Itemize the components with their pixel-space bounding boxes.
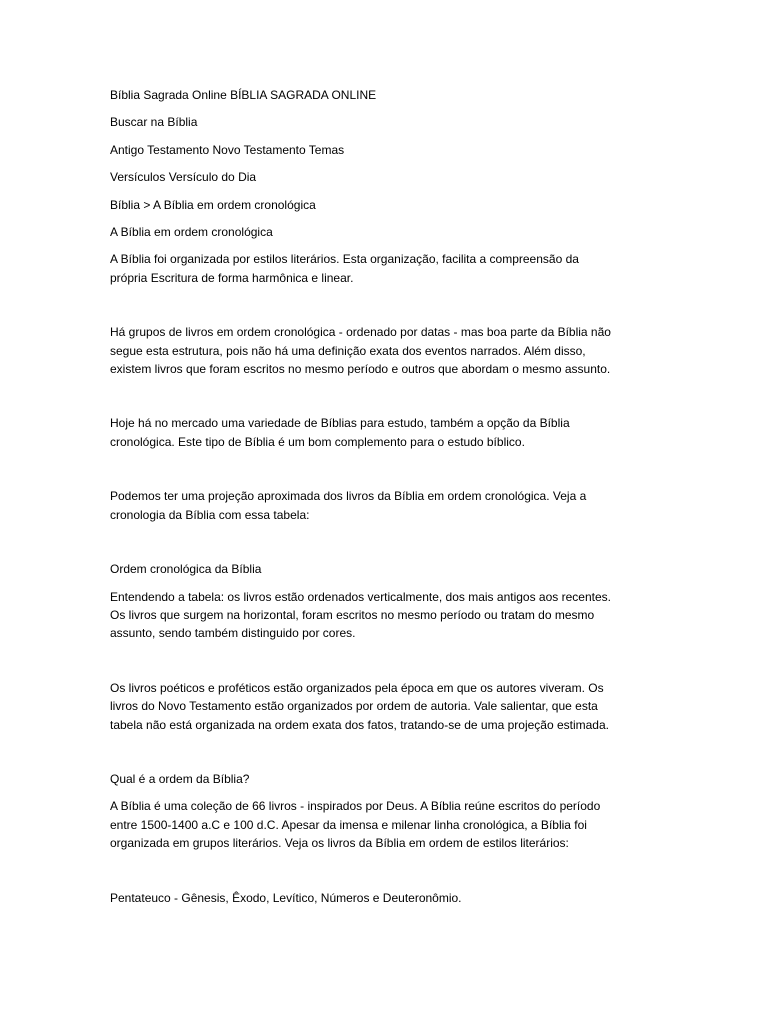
paragraph-table-explanation — [110, 588, 650, 643]
paragraph-line: Há grupos de livros em ordem cronológica - ordenado por datas - mas boa parte da Bíblia não — [110, 325, 611, 340]
nav-testaments[interactable]: Antigo Testamento Novo Testamento Temas — [110, 142, 345, 157]
paragraph-projection — [110, 487, 650, 524]
paragraph-line: própria Escritura de forma harmônica e linear. — [110, 270, 354, 285]
paragraph-line: Hoje há no mercado uma variedade de Bíblias para estudo, também a opção da Bíblia — [110, 416, 570, 431]
paragraph-line: existem livros que foram escritos no mesmo período e outros que abordam o mesmo assunto. — [110, 362, 611, 377]
table-heading: Ordem cronológica da Bíblia — [110, 562, 262, 577]
paragraph-line: entre 1500-1400 a.C e 100 d.C. Apesar da imensa e milenar linha cronológica, a Bíblia foi — [110, 817, 587, 832]
paragraph-line: segue esta estrutura, pois não há uma definição exata dos eventos narrados. Além disso, — [110, 343, 586, 358]
paragraph-line: Os livros que surgem na horizontal, foram escritos no mesmo período ou tratam do mesmo — [110, 607, 595, 622]
paragraph-line: tabela não está organizada na ordem exata dos fatos, tratando-se de uma projeção estimada. — [110, 717, 609, 732]
paragraph-line: cronologia da Bíblia com essa tabela: — [110, 507, 310, 522]
paragraph-line: A Bíblia é uma coleção de 66 livros - inspirados por Deus. A Bíblia reúne escritos do período — [110, 799, 601, 814]
article-title: A Bíblia em ordem cronológica — [110, 225, 273, 240]
document-page — [110, 86, 650, 916]
paragraph-market — [110, 414, 650, 451]
paragraph-line: assunto, sendo também distinguido por cores. — [110, 626, 356, 641]
paragraph-poetic-books — [110, 679, 650, 734]
paragraph-intro — [110, 250, 650, 287]
pentateuco-line: Pentateuco - Gênesis, Êxodo, Levítico, Números e Deuteronômio. — [110, 890, 462, 905]
paragraph-groups — [110, 323, 650, 378]
paragraph-bible-collection — [110, 797, 650, 852]
site-title: Bíblia Sagrada Online BÍBLIA SAGRADA ONLINE — [110, 88, 377, 102]
search-link[interactable]: Buscar na Bíblia — [110, 115, 198, 130]
paragraph-line: Os livros poéticos e proféticos estão organizados pela época em que os autores viveram. Os — [110, 680, 604, 695]
paragraph-line: organizada em grupos literários. Veja os livros da Bíblia em ordem de estilos literários: — [110, 836, 569, 851]
paragraph-line: Podemos ter uma projeção aproximada dos livros da Bíblia em ordem cronológica. Veja a — [110, 489, 587, 504]
paragraph-line: Entendendo a tabela: os livros estão ordenados verticalmente, dos mais antigos aos recentes. — [110, 589, 611, 604]
paragraph-line: livros do Novo Testamento estão organizados por ordem de autoria. Vale salientar, que esta — [110, 699, 598, 714]
breadcrumb[interactable]: Bíblia > A Bíblia em ordem cronológica — [110, 197, 316, 212]
paragraph-line: cronológica. Este tipo de Bíblia é um bom complemento para o estudo bíblico. — [110, 434, 525, 449]
nav-verses[interactable]: Versículos Versículo do Dia — [110, 170, 257, 185]
paragraph-line: A Bíblia foi organizada por estilos literários. Esta organização, facilita a compreensão da — [110, 252, 579, 267]
order-heading: Qual é a ordem da Bíblia? — [110, 771, 250, 786]
